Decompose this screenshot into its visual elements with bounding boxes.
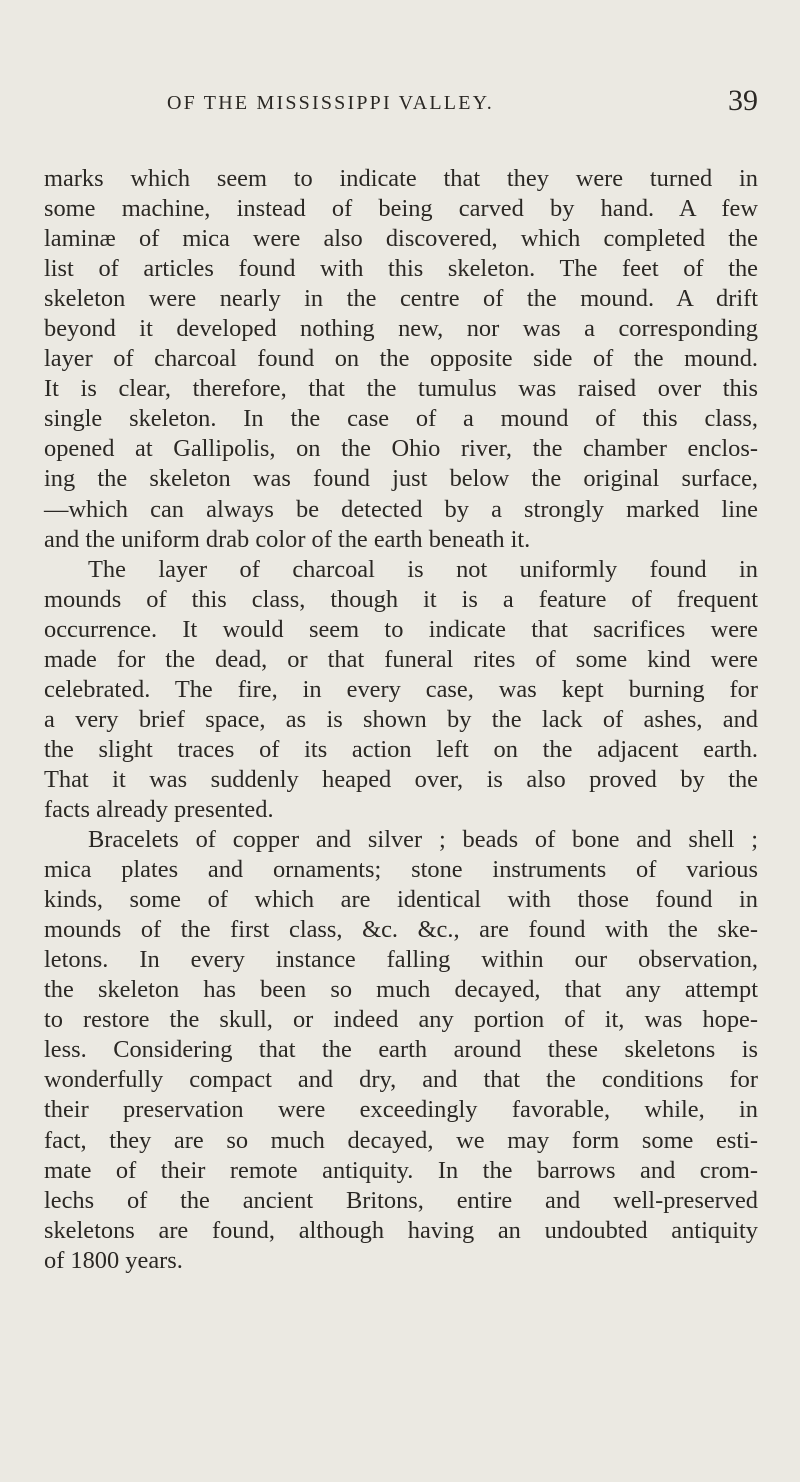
text-line: marks which seem to indicate that they were turned in (44, 165, 758, 192)
page-number: 39 (728, 84, 758, 117)
text-line: mate of their remote antiquity. In the barrows and crom- (44, 1156, 758, 1184)
text-line: It is clear, therefore, that the tumulus was raised over this (44, 375, 758, 403)
text-line: fact, they are so much decayed, we may form some esti- (44, 1126, 758, 1154)
text-line: some machine, instead of being carved by hand. A few (44, 195, 758, 223)
text-line: ing the skeleton was found just below the original surface, (44, 465, 758, 493)
text-line: opened at Gallipolis, on the Ohio river, the chamber enclos- (44, 435, 758, 463)
text-line: occurrence. It would seem to indicate that sacrifices were (44, 615, 758, 643)
text-line: made for the dead, or that funeral rites of some kind were (44, 645, 758, 673)
text-line: facts already presented. (44, 795, 274, 823)
text-line: and the uniform drab color of the earth beneath it. (44, 525, 531, 553)
text-line: mica plates and ornaments; stone instruments of various (44, 856, 758, 884)
paragraph-1 (44, 164, 758, 555)
text-line: —which can always be detected by a strongly marked line (44, 495, 758, 523)
running-title: OF THE MISSISSIPPI VALLEY. (167, 92, 494, 114)
paragraph-3 (44, 825, 758, 1276)
text-line: to restore the skull, or indeed any portion of it, was hope- (44, 1006, 758, 1034)
text-line: layer of charcoal found on the opposite side of the mound. (44, 345, 758, 373)
text-line: the slight traces of its action left on the adjacent earth. (44, 735, 758, 763)
text-line: Bracelets of copper and silver ; beads of bone and shell ; (88, 826, 758, 854)
text-line: wonderfully compact and dry, and that the conditions for (44, 1066, 758, 1094)
running-head (44, 84, 758, 128)
text-line: laminæ of mica were also discovered, which completed the (44, 225, 758, 253)
text-line: mounds of the first class, &c. &c., are found with the ske- (44, 916, 758, 944)
text-line: letons. In every instance falling within our observation, (44, 946, 758, 974)
text-line: celebrated. The fire, in every case, was kept burning for (44, 675, 758, 703)
text-line: That it was suddenly heaped over, is also proved by the (44, 765, 758, 793)
text-line: mounds of this class, though it is a feature of frequent (44, 585, 758, 613)
text-line: skeleton were nearly in the centre of the mound. A drift (44, 285, 758, 313)
text-line: a very brief space, as is shown by the lack of ashes, and (44, 705, 758, 733)
text-line: kinds, some of which are identical with those found in (44, 886, 758, 914)
text-line: their preservation were exceedingly favorable, while, in (44, 1096, 758, 1124)
body-text (44, 164, 758, 1276)
text-line: skeletons are found, although having an undoubted antiquity (44, 1216, 758, 1244)
text-line: the skeleton has been so much decayed, that any attempt (44, 976, 758, 1004)
text-line: list of articles found with this skeleton. The feet of the (44, 255, 758, 283)
text-line: beyond it developed nothing new, nor was a corresponding (44, 315, 758, 343)
text-line: single skeleton. In the case of a mound of this class, (44, 405, 758, 433)
text-line: lechs of the ancient Britons, entire and well-preserved (44, 1186, 758, 1214)
text-line: The layer of charcoal is not uniformly found in (88, 555, 758, 583)
text-line: of 1800 years. (44, 1246, 183, 1274)
text-line: less. Considering that the earth around these skeletons is (44, 1036, 758, 1064)
paragraph-2 (44, 555, 758, 825)
